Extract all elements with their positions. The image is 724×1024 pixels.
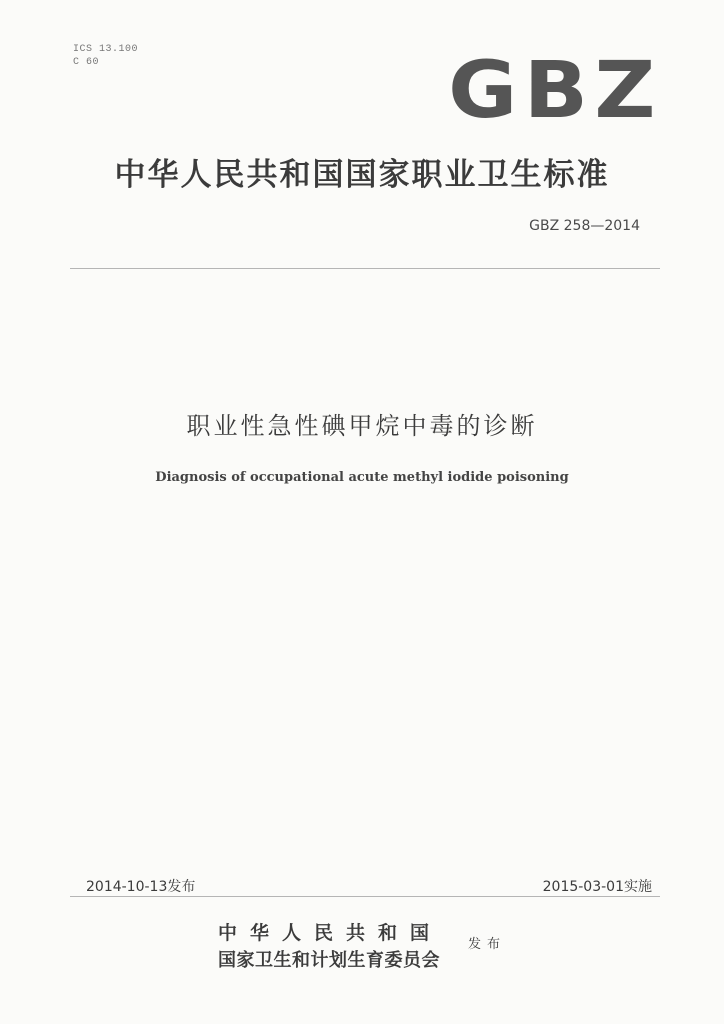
issuer-commission: 国家卫生和计划生育委员会 [218, 950, 440, 971]
standard-code: GBZ 258—2014 [529, 218, 640, 234]
ics-code: ICS 13.100 [73, 44, 139, 55]
gbz-logo [448, 46, 662, 136]
bottom-divider [70, 896, 660, 897]
issued-label: 发布 [468, 937, 507, 952]
issuer-country: 中华人民共和国 [218, 922, 443, 944]
issue-date: 2014-10-13发布 [86, 879, 196, 895]
standard-category-title: 中华人民共和国国家职业卫生标准 [114, 157, 610, 193]
document-title-chinese: 职业性急性碘甲烷中毒的诊断 [186, 412, 538, 440]
top-divider [70, 268, 660, 269]
implementation-date: 2015-03-01实施 [542, 879, 652, 895]
ccs-code: C 60 [73, 57, 100, 68]
document-title-english: Diagnosis of occupational acute methyl iodide poisoning [155, 470, 569, 485]
gbz-logo-text: GBZ [448, 46, 662, 136]
